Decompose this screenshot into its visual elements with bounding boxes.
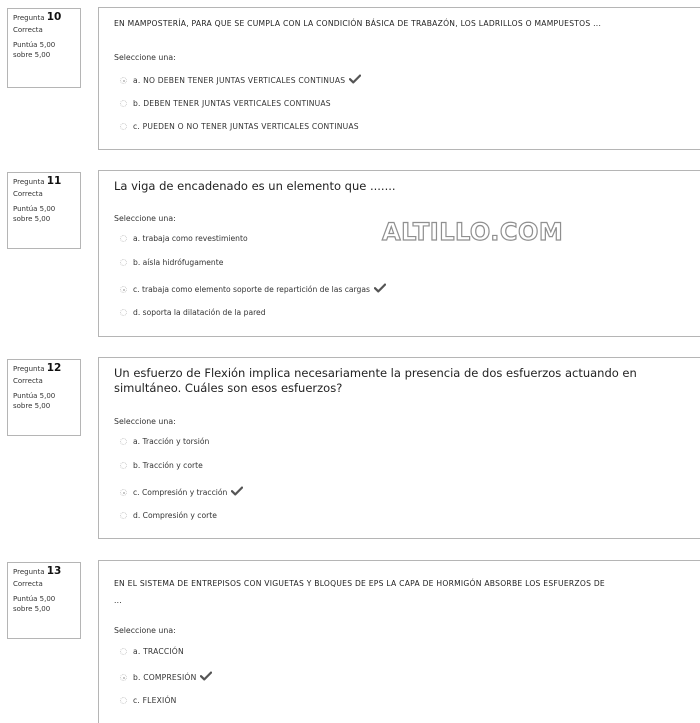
question-label: Pregunta bbox=[13, 568, 45, 576]
question-max-score: sobre 5,00 bbox=[13, 51, 51, 59]
option-label: b. COMPRESIÓN bbox=[133, 672, 197, 682]
question-state: Correcta bbox=[13, 26, 43, 34]
question-label: Pregunta bbox=[13, 365, 45, 373]
question-label: Pregunta bbox=[13, 14, 45, 22]
radio-icon[interactable] bbox=[120, 674, 127, 681]
answer-prompt: Seleccione una: bbox=[114, 53, 176, 62]
question-score: Puntúa 5,00 bbox=[13, 392, 56, 400]
option-label: c. PUEDEN O NO TENER JUNTAS VERTICALES CONTINUAS bbox=[133, 122, 359, 131]
option-label: b. DEBEN TENER JUNTAS VERTICALES CONTINUAS bbox=[133, 99, 331, 108]
answer-option[interactable] bbox=[120, 122, 359, 131]
question-score: Puntúa 5,00 bbox=[13, 41, 56, 49]
radio-icon[interactable] bbox=[120, 100, 127, 107]
option-label: b. Tracción y corte bbox=[133, 461, 203, 470]
question-number: 11 bbox=[46, 175, 62, 187]
answer-option[interactable] bbox=[120, 461, 203, 470]
question-max-score: sobre 5,00 bbox=[13, 605, 51, 613]
option-label: d. Compresión y corte bbox=[133, 511, 217, 520]
question-text-line: simultáneo. Cuáles son esos esfuerzos? bbox=[114, 381, 343, 395]
option-label: d. soporta la dilatación de la pared bbox=[133, 308, 266, 317]
check-icon bbox=[231, 486, 243, 498]
option-label: b. aísla hidrófugamente bbox=[133, 258, 224, 267]
answer-option[interactable] bbox=[120, 74, 361, 86]
answer-option[interactable] bbox=[120, 234, 248, 243]
question-text-line: Un esfuerzo de Flexión implica necesariamente la presencia de dos esfuerzos actuando en bbox=[114, 366, 637, 380]
answer-option[interactable] bbox=[120, 647, 184, 656]
question-text bbox=[114, 366, 637, 396]
radio-icon[interactable] bbox=[120, 309, 127, 316]
answer-option[interactable] bbox=[120, 511, 217, 520]
question-card bbox=[98, 560, 700, 723]
check-icon bbox=[374, 283, 386, 295]
option-label: a. trabaja como revestimiento bbox=[133, 234, 248, 243]
radio-icon[interactable] bbox=[120, 286, 127, 293]
answer-prompt: Seleccione una: bbox=[114, 626, 176, 635]
question-state: Correcta bbox=[13, 377, 43, 385]
radio-icon[interactable] bbox=[120, 259, 127, 266]
question-info bbox=[7, 8, 81, 88]
question-info bbox=[7, 562, 81, 639]
radio-icon[interactable] bbox=[120, 648, 127, 655]
answer-option[interactable] bbox=[120, 99, 331, 108]
question-card bbox=[98, 170, 700, 337]
question-text bbox=[114, 575, 605, 609]
question-score: Puntúa 5,00 bbox=[13, 595, 56, 603]
check-icon bbox=[200, 671, 212, 683]
answer-option[interactable] bbox=[120, 308, 266, 317]
question-text-line: EN EL SISTEMA DE ENTREPISOS CON VIGUETAS Y BLOQUES DE EPS LA CAPA DE HORMIGÓN ABSORBE LOS ESFUERZOS DE bbox=[114, 579, 605, 588]
question-max-score: sobre 5,00 bbox=[13, 402, 51, 410]
question-info bbox=[7, 172, 81, 249]
answer-option[interactable] bbox=[120, 486, 243, 498]
question-state: Correcta bbox=[13, 580, 43, 588]
question-text: EN MAMPOSTERÍA, PARA QUE SE CUMPLA CON LA CONDICIÓN BÁSICA DE TRABAZÓN, LOS LADRILLOS O MAMPUESTOS ... bbox=[114, 19, 602, 28]
option-label: a. NO DEBEN TENER JUNTAS VERTICALES CONTINUAS bbox=[133, 75, 346, 85]
option-label: c. trabaja como elemento soporte de repartición de las cargas bbox=[133, 284, 370, 294]
option-label: a. Tracción y torsión bbox=[133, 437, 210, 446]
watermark: ALTILLO.COM bbox=[382, 218, 564, 246]
question-card bbox=[98, 7, 700, 150]
question-card bbox=[98, 357, 700, 539]
radio-icon[interactable] bbox=[120, 512, 127, 519]
question-number: 12 bbox=[46, 362, 62, 374]
radio-icon[interactable] bbox=[120, 123, 127, 130]
check-icon bbox=[349, 74, 361, 86]
answer-prompt: Seleccione una: bbox=[114, 214, 176, 223]
option-label: c. FLEXIÓN bbox=[133, 696, 177, 705]
question-state: Correcta bbox=[13, 190, 43, 198]
question-max-score: sobre 5,00 bbox=[13, 215, 51, 223]
radio-icon[interactable] bbox=[120, 489, 127, 496]
answer-option[interactable] bbox=[120, 671, 212, 683]
radio-icon[interactable] bbox=[120, 235, 127, 242]
radio-icon[interactable] bbox=[120, 462, 127, 469]
option-label: a. TRACCIÓN bbox=[133, 647, 184, 656]
radio-icon[interactable] bbox=[120, 438, 127, 445]
answer-prompt: Seleccione una: bbox=[114, 417, 176, 426]
answer-option[interactable] bbox=[120, 258, 223, 267]
option-label: c. Compresión y tracción bbox=[133, 487, 228, 497]
radio-icon[interactable] bbox=[120, 697, 127, 704]
question-number: 13 bbox=[46, 565, 62, 577]
question-number: 10 bbox=[46, 11, 62, 23]
answer-option[interactable] bbox=[120, 437, 209, 446]
question-label: Pregunta bbox=[13, 178, 45, 186]
question-score: Puntúa 5,00 bbox=[13, 205, 56, 213]
question-info bbox=[7, 359, 81, 436]
answer-option[interactable] bbox=[120, 696, 177, 705]
radio-icon[interactable] bbox=[120, 77, 127, 84]
question-text-line: ... bbox=[114, 596, 122, 605]
answer-option[interactable] bbox=[120, 283, 386, 295]
question-text: La viga de encadenado es un elemento que ....... bbox=[114, 179, 396, 193]
